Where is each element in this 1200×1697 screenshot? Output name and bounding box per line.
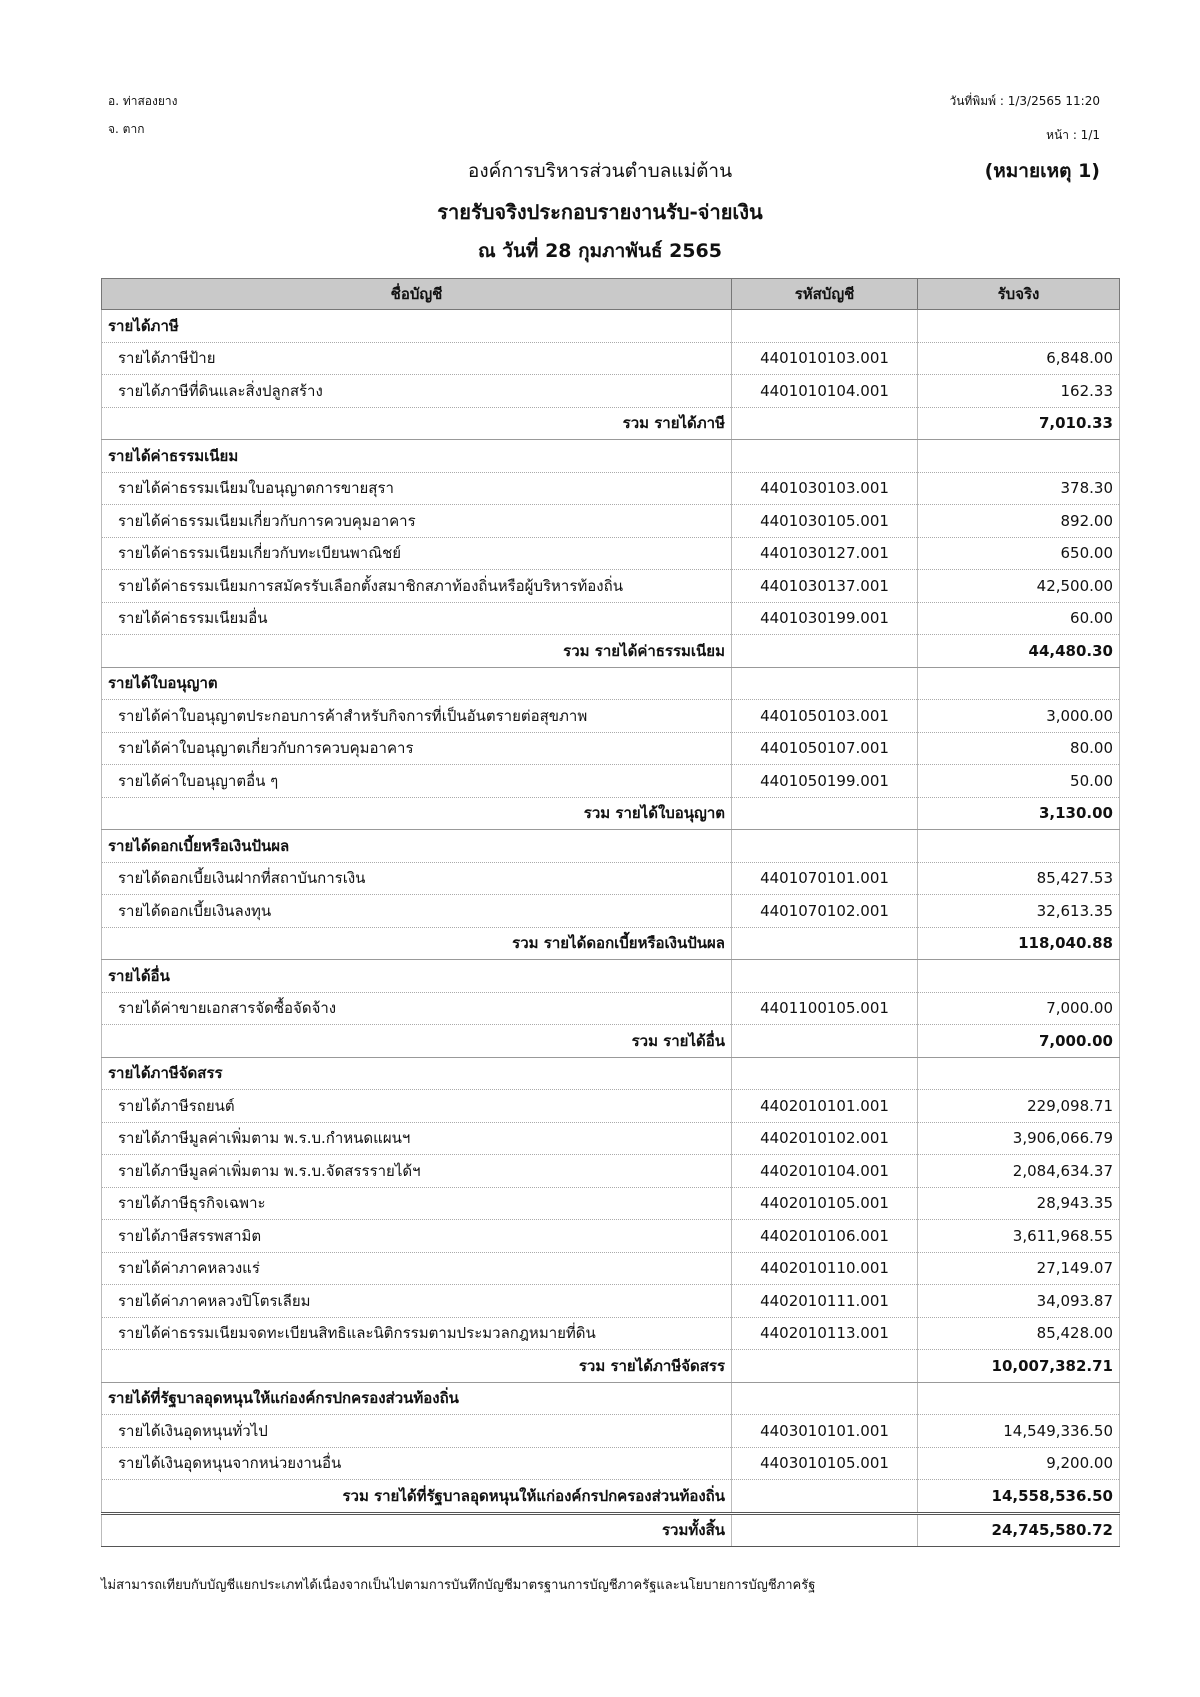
grand-total-row xyxy=(102,1513,1120,1547)
account-name: รายได้ภาษีสรรพสามิต xyxy=(102,1220,732,1253)
column-header-account-name: ชื่อบัญชี xyxy=(102,279,732,310)
print-date: วันที่พิมพ์ : 1/3/2565 11:20 xyxy=(949,94,1100,108)
table-row xyxy=(102,1285,1120,1318)
section-header-row xyxy=(102,1382,1120,1415)
table-row xyxy=(102,700,1120,733)
account-code: 4401030103.001 xyxy=(732,472,918,505)
table-row xyxy=(102,505,1120,538)
empty-cell xyxy=(732,407,918,440)
account-name: รายได้ภาษีมูลค่าเพิ่มตาม พ.ร.บ.จัดสรรรายได้ฯ xyxy=(102,1155,732,1188)
account-code: 4402010102.001 xyxy=(732,1122,918,1155)
table-row xyxy=(102,1447,1120,1480)
table-row xyxy=(102,862,1120,895)
account-code: 4402010106.001 xyxy=(732,1220,918,1253)
table-row xyxy=(102,895,1120,928)
table-row xyxy=(102,1220,1120,1253)
account-code: 4402010111.001 xyxy=(732,1285,918,1318)
subtotal-amount: 7,000.00 xyxy=(918,1025,1120,1058)
empty-cell xyxy=(732,1350,918,1383)
empty-cell xyxy=(732,1025,918,1058)
subtotal-label: รวม รายได้ใบอนุญาต xyxy=(102,797,732,830)
table-row xyxy=(102,1415,1120,1448)
subtotal-amount: 7,010.33 xyxy=(918,407,1120,440)
table-row xyxy=(102,992,1120,1025)
account-amount: 650.00 xyxy=(918,537,1120,570)
subtotal-label: รวม รายได้ที่รัฐบาลอุดหนุนให้แก่องค์กรปกครองส่วนท้องถิ่น xyxy=(102,1480,732,1514)
account-name: รายได้ค่าธรรมเนียมเกี่ยวกับทะเบียนพาณิชย์ xyxy=(102,537,732,570)
subtotal-row xyxy=(102,635,1120,668)
account-name: รายได้ค่าขายเอกสารจัดซื้อจัดจ้าง xyxy=(102,992,732,1025)
account-code: 4401010103.001 xyxy=(732,342,918,375)
subtotal-row xyxy=(102,797,1120,830)
empty-cell xyxy=(732,797,918,830)
account-name: รายได้ภาษีที่ดินและสิ่งปลูกสร้าง xyxy=(102,375,732,408)
empty-cell xyxy=(918,440,1120,473)
account-code: 4401030137.001 xyxy=(732,570,918,603)
section-name: รายได้ค่าธรรมเนียม xyxy=(102,440,732,473)
empty-cell xyxy=(732,667,918,700)
empty-cell xyxy=(918,1057,1120,1090)
account-amount: 32,613.35 xyxy=(918,895,1120,928)
account-amount: 50.00 xyxy=(918,765,1120,798)
section-header-row xyxy=(102,440,1120,473)
subtotal-row xyxy=(102,927,1120,960)
subtotal-amount: 14,558,536.50 xyxy=(918,1480,1120,1514)
subtotal-label: รวม รายได้ดอกเบี้ยหรือเงินปันผล xyxy=(102,927,732,960)
account-amount: 14,549,336.50 xyxy=(918,1415,1120,1448)
account-code: 4401030105.001 xyxy=(732,505,918,538)
account-name: รายได้ค่าใบอนุญาตอื่น ๆ xyxy=(102,765,732,798)
empty-cell xyxy=(918,960,1120,993)
account-code: 4403010105.001 xyxy=(732,1447,918,1480)
subtotal-row xyxy=(102,1025,1120,1058)
account-name: รายได้ดอกเบี้ยเงินฝากที่สถาบันการเงิน xyxy=(102,862,732,895)
account-name: รายได้ค่าภาคหลวงปิโตรเลียม xyxy=(102,1285,732,1318)
account-name: รายได้เงินอุดหนุนทั่วไป xyxy=(102,1415,732,1448)
account-code: 4402010104.001 xyxy=(732,1155,918,1188)
subtotal-amount: 44,480.30 xyxy=(918,635,1120,668)
account-amount: 85,428.00 xyxy=(918,1317,1120,1350)
section-header-row xyxy=(102,830,1120,863)
subtotal-label: รวม รายได้อื่น xyxy=(102,1025,732,1058)
account-name: รายได้ภาษีรถยนต์ xyxy=(102,1090,732,1123)
table-row xyxy=(102,1317,1120,1350)
account-code: 4403010101.001 xyxy=(732,1415,918,1448)
account-name: รายได้ค่าธรรมเนียมการสมัครรับเลือกตั้งสมาชิกสภาท้องถิ่นหรือผู้บริหารท้องถิ่น xyxy=(102,570,732,603)
subtotal-amount: 3,130.00 xyxy=(918,797,1120,830)
account-amount: 892.00 xyxy=(918,505,1120,538)
grand-total-label: รวมทั้งสิ้น xyxy=(102,1513,732,1547)
account-code: 4401050107.001 xyxy=(732,732,918,765)
account-code: 4401100105.001 xyxy=(732,992,918,1025)
column-header-amount: รับจริง xyxy=(918,279,1120,310)
account-code: 4401030127.001 xyxy=(732,537,918,570)
province-label: จ. ตาก xyxy=(108,122,145,136)
account-amount: 27,149.07 xyxy=(918,1252,1120,1285)
table-row xyxy=(102,570,1120,603)
empty-cell xyxy=(732,1480,918,1514)
report-title: รายรับจริงประกอบรายงานรับ-จ่ายเงิน xyxy=(437,200,763,224)
account-name: รายได้ภาษีป้าย xyxy=(102,342,732,375)
account-code: 4402010105.001 xyxy=(732,1187,918,1220)
account-name: รายได้ภาษีธุรกิจเฉพาะ xyxy=(102,1187,732,1220)
account-code: 4402010110.001 xyxy=(732,1252,918,1285)
section-name: รายได้ใบอนุญาต xyxy=(102,667,732,700)
account-code: 4402010101.001 xyxy=(732,1090,918,1123)
account-name: รายได้ภาษีมูลค่าเพิ่มตาม พ.ร.บ.กำหนดแผนฯ xyxy=(102,1122,732,1155)
subtotal-row xyxy=(102,1350,1120,1383)
account-code: 4402010113.001 xyxy=(732,1317,918,1350)
account-name: รายได้ค่าธรรมเนียมอื่น xyxy=(102,602,732,635)
table-header-row xyxy=(102,279,1120,310)
subtotal-label: รวม รายได้ภาษีจัดสรร xyxy=(102,1350,732,1383)
section-name: รายได้ที่รัฐบาลอุดหนุนให้แก่องค์กรปกครองส่วนท้องถิ่น xyxy=(102,1382,732,1415)
subtotal-label: รวม รายได้ภาษี xyxy=(102,407,732,440)
grand-total-amount: 24,745,580.72 xyxy=(918,1513,1120,1547)
section-name: รายได้ดอกเบี้ยหรือเงินปันผล xyxy=(102,830,732,863)
account-code: 4401050103.001 xyxy=(732,700,918,733)
account-amount: 378.30 xyxy=(918,472,1120,505)
account-code: 4401050199.001 xyxy=(732,765,918,798)
section-header-row xyxy=(102,310,1120,343)
account-amount: 85,427.53 xyxy=(918,862,1120,895)
empty-cell xyxy=(732,830,918,863)
empty-cell xyxy=(732,440,918,473)
footnote: ไม่สามารถเทียบกับบัญชีแยกประเภทได้เนื่องจากเป็นไปตามการบันทึกบัญชีมาตรฐานการบัญชีภาครัฐและนโยบายการบัญชีภาครัฐ xyxy=(101,1578,816,1593)
account-amount: 3,000.00 xyxy=(918,700,1120,733)
section-name: รายได้ภาษี xyxy=(102,310,732,343)
section-name: รายได้ภาษีจัดสรร xyxy=(102,1057,732,1090)
account-amount: 9,200.00 xyxy=(918,1447,1120,1480)
empty-cell xyxy=(732,1382,918,1415)
account-amount: 6,848.00 xyxy=(918,342,1120,375)
report-date: ณ วันที่ 28 กุมภาพันธ์ 2565 xyxy=(478,240,722,262)
table-row xyxy=(102,732,1120,765)
empty-cell xyxy=(732,1513,918,1547)
account-name: รายได้ค่าธรรมเนียมเกี่ยวกับการควบคุมอาคาร xyxy=(102,505,732,538)
account-name: รายได้ค่าใบอนุญาตเกี่ยวกับการควบคุมอาคาร xyxy=(102,732,732,765)
account-name: รายได้เงินอุดหนุนจากหน่วยงานอื่น xyxy=(102,1447,732,1480)
section-header-row xyxy=(102,960,1120,993)
empty-cell xyxy=(732,635,918,668)
district-label: อ. ท่าสองยาง xyxy=(108,94,178,108)
account-amount: 229,098.71 xyxy=(918,1090,1120,1123)
empty-cell xyxy=(918,310,1120,343)
empty-cell xyxy=(732,927,918,960)
account-amount: 3,906,066.79 xyxy=(918,1122,1120,1155)
account-code: 4401070101.001 xyxy=(732,862,918,895)
account-amount: 80.00 xyxy=(918,732,1120,765)
subtotal-row xyxy=(102,407,1120,440)
empty-cell xyxy=(918,667,1120,700)
account-amount: 7,000.00 xyxy=(918,992,1120,1025)
account-amount: 28,943.35 xyxy=(918,1187,1120,1220)
table-row xyxy=(102,342,1120,375)
table-row xyxy=(102,1252,1120,1285)
table-row xyxy=(102,472,1120,505)
account-name: รายได้ค่าธรรมเนียมใบอนุญาตการขายสุรา xyxy=(102,472,732,505)
account-name: รายได้ค่าธรรมเนียมจดทะเบียนสิทธิและนิติกรรมตามประมวลกฎหมายที่ดิน xyxy=(102,1317,732,1350)
note-reference: (หมายเหตุ 1) xyxy=(984,160,1100,182)
empty-cell xyxy=(732,1057,918,1090)
account-name: รายได้ค่าใบอนุญาตประกอบการค้าสำหรับกิจการที่เป็นอันตรายต่อสุขภาพ xyxy=(102,700,732,733)
revenue-table xyxy=(101,278,1120,1547)
organization-name: องค์การบริหารส่วนตำบลแม่ต้าน xyxy=(467,160,733,182)
table-row xyxy=(102,1155,1120,1188)
table-row xyxy=(102,375,1120,408)
section-header-row xyxy=(102,1057,1120,1090)
table-row xyxy=(102,1187,1120,1220)
empty-cell xyxy=(918,1382,1120,1415)
account-amount: 42,500.00 xyxy=(918,570,1120,603)
account-amount: 162.33 xyxy=(918,375,1120,408)
page-number: หน้า : 1/1 xyxy=(1046,128,1100,142)
account-code: 4401030199.001 xyxy=(732,602,918,635)
table-row xyxy=(102,1122,1120,1155)
empty-cell xyxy=(732,960,918,993)
table-row xyxy=(102,1090,1120,1123)
account-name: รายได้ค่าภาคหลวงแร่ xyxy=(102,1252,732,1285)
empty-cell xyxy=(732,310,918,343)
table-body xyxy=(102,310,1120,1547)
section-header-row xyxy=(102,667,1120,700)
account-amount: 2,084,634.37 xyxy=(918,1155,1120,1188)
subtotal-amount: 10,007,382.71 xyxy=(918,1350,1120,1383)
account-amount: 60.00 xyxy=(918,602,1120,635)
subtotal-amount: 118,040.88 xyxy=(918,927,1120,960)
account-name: รายได้ดอกเบี้ยเงินลงทุน xyxy=(102,895,732,928)
subtotal-row xyxy=(102,1480,1120,1514)
account-code: 4401010104.001 xyxy=(732,375,918,408)
column-header-account-code: รหัสบัญชี xyxy=(732,279,918,310)
empty-cell xyxy=(918,830,1120,863)
table-row xyxy=(102,765,1120,798)
account-amount: 34,093.87 xyxy=(918,1285,1120,1318)
table-row xyxy=(102,537,1120,570)
table-row xyxy=(102,602,1120,635)
account-amount: 3,611,968.55 xyxy=(918,1220,1120,1253)
account-code: 4401070102.001 xyxy=(732,895,918,928)
subtotal-label: รวม รายได้ค่าธรรมเนียม xyxy=(102,635,732,668)
section-name: รายได้อื่น xyxy=(102,960,732,993)
